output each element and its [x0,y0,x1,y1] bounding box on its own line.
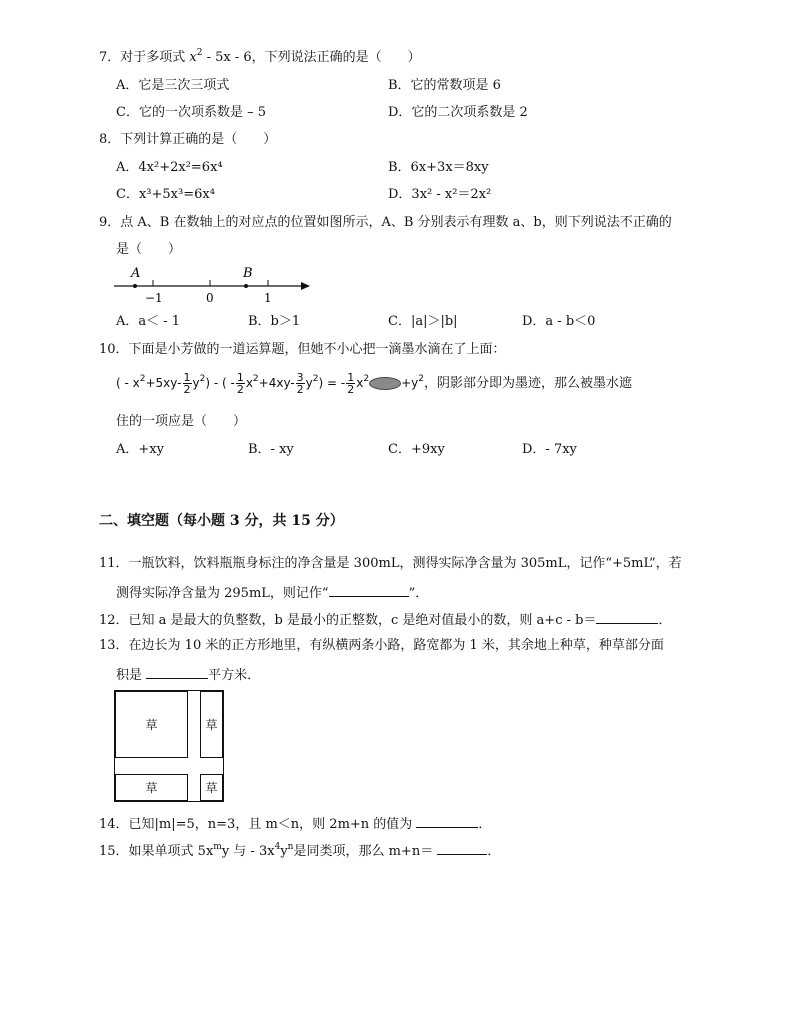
q8-option-d: D．3x² - x²＝2x² [388,187,492,202]
section-heading: 二、填空题（每小题 3 分，共 15 分） [99,513,344,529]
q10-option-a: A．+xy [116,442,164,457]
fraction-half-2: $\frac{1}{2}$ [236,371,244,396]
answer-blank-12[interactable] [596,609,658,624]
tick-label-neg1: −1 [145,291,163,305]
q7-option-c: C．它的一次项系数是 – 5 [116,105,266,120]
q11-line1: 11．一瓶饮料，饮料瓶瓶身标注的净含量是 300mL，测得实际净含量为 305mL，记作“+5mL”，若 [99,556,682,571]
q10-stem-line2: 住的一项应是（ ） [116,414,247,429]
number-line-arrow [301,282,310,290]
q9-option-d: D．a - b＜0 [522,314,596,329]
q8-option-c: C．x³+5x³=6x⁴ [116,187,215,202]
q12-line: 12．已知 a 是最大的负整数，b 是最小的正整数，c 是绝对值最小的数，则 a+c - b＝ ． [99,609,671,630]
point-b [244,284,248,288]
fraction-three-halves: $\frac{3}{2}$ [296,371,304,396]
label-b: B [243,266,253,281]
q8-option-a: A．4x²+2x²=6x⁴ [116,160,223,175]
q7-option-b: B．它的常数项是 6 [388,78,501,93]
q9-stem-line2: 是（ ） [116,242,182,257]
q8-option-b: B．6x+3x＝8xy [388,160,489,175]
fraction-half-3: $\frac{1}{2}$ [347,371,355,396]
q10-expression: ( - $x^2+5xy-$ $\frac{1}{2}$ $y^2$) - ( - $\frac{1}{2}$ $x^2+4xy-$ $\frac{3}{2}$ $y^2$) = - $\frac{1}{2}$ $x^2 +y^2$，阴影部分即为墨迹，那么被墨水遮 [116,371,632,396]
q13-line2: 积是 平方米． [116,664,260,685]
q9-option-c: C．|a|＞|b| [388,314,458,329]
grass-bottom-left: 草 [115,774,188,801]
q7-option-a: A．它是三次三项式 [116,78,230,93]
q9-option-a: A．a＜ - 1 [116,314,181,329]
q7-stem: 7．对于多项式 $x^2 - 5x - 6$，下列说法正确的是（ ） [99,48,421,65]
lawn-diagram [114,690,224,802]
q10-option-d: D．- 7xy [522,442,577,457]
grass-top-left: 草 [115,691,188,758]
q9-stem-line1: 9．点 A、B 在数轴上的对应点的位置如图所示，A、B 分别表示有理数 a、b，则下列说法不正确的 [99,215,672,230]
tick-label-0: 0 [206,291,214,305]
label-a: A [131,266,141,281]
grass-bottom-right: 草 [200,774,223,801]
answer-blank-13[interactable] [146,664,208,679]
answer-blank-14[interactable] [416,813,478,828]
answer-blank-15[interactable] [437,840,487,855]
q10-option-b: B．- xy [248,442,294,457]
q9-option-b: B．b＞1 [248,314,301,329]
q10-option-c: C．+9xy [388,442,445,457]
q10-stem: 10．下面是小芳做的一道运算题，但她不小心把一滴墨水滴在了上面： [99,342,506,357]
number-line [110,262,320,306]
q7-option-d: D．它的二次项系数是 2 [388,105,528,120]
q14-line: 14．已知|m|=5，n=3，且 m＜n，则 2m+n 的值为 ． [99,813,491,834]
grass-top-right: 草 [200,691,223,758]
q11-line2: 测得实际净含量为 295mL，则记作“ ”． [116,582,428,603]
tick-label-1: 1 [264,291,272,305]
q8-stem: 8．下列计算正确的是（ ） [99,132,277,147]
answer-blank-11[interactable] [329,582,409,597]
ink-blot [369,377,401,390]
point-a [133,284,137,288]
fraction-half-1: $\frac{1}{2}$ [183,371,191,396]
q15-line: 15．如果单项式 $5x^my$ 与 - $3x^4y^n$是同类项，那么 m+n＝ ． [99,842,501,859]
q13-line1: 13．在边长为 10 米的正方形地里，有纵横两条小路，路宽都为 1 米，其余地上种草，种草部分面 [99,638,664,653]
